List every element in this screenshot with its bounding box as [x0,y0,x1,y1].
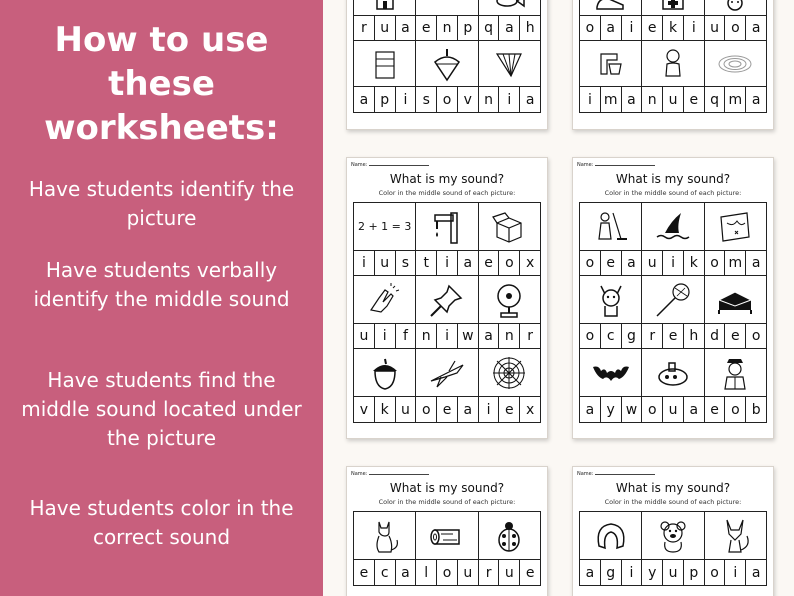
letter-cell[interactable]: e [684,87,705,112]
letter-cell[interactable]: i [396,87,417,112]
letter-cell[interactable]: x [525,255,535,271]
letter-cell[interactable]: i [437,324,458,348]
faucet-icon [416,203,478,250]
letter-cell[interactable]: e [642,16,663,40]
letter-cell[interactable]: o [580,16,601,40]
letter-cell[interactable]: o [437,560,458,585]
letter-cell[interactable]: r [354,16,375,40]
letter-cell[interactable]: o [416,397,437,422]
name-label: Name: [577,471,655,477]
letter-cell[interactable]: p [684,560,705,585]
worksheet-subtitle: Color in the middle sound of each picture: [604,189,742,197]
step-2: Have students verbally identify the middle sound [33,258,290,311]
letter-cell[interactable]: s [416,87,437,112]
worksheet-top-left [346,0,548,130]
letter-cell[interactable]: g [601,560,622,585]
picture-row [580,0,766,16]
picture-row [354,203,540,251]
log-icon [416,512,478,559]
building-icon [354,0,416,15]
worksheet-subtitle: Color in the middle sound of each picture: [378,498,516,506]
worksheet-subtitle: Color in the middle sound of each picture: [604,498,742,506]
worksheet-title: What is my sound? [389,481,505,495]
net-icon [642,276,704,323]
letter-cell[interactable]: a [622,251,643,275]
letter-cell[interactable]: u [663,87,684,112]
letter-cell[interactable]: m [725,87,746,112]
letter-cell[interactable]: k [684,251,705,275]
letter-cell[interactable]: g [622,324,643,348]
letter-cell[interactable]: p [458,16,479,40]
letter-cell[interactable]: o [580,324,601,348]
math-cell [354,203,416,250]
letter-cell[interactable]: i [725,560,746,585]
letter-cell[interactable]: i [580,87,601,112]
shark-fin-icon [642,203,704,250]
letter-cell[interactable]: q [479,16,500,40]
letter-cell[interactable]: i [479,397,500,422]
worksheet-mid-left [346,157,548,439]
letter-cell[interactable]: e [525,564,535,581]
letter-cell[interactable]: e [499,397,520,422]
letter-cell[interactable]: e [416,16,437,40]
ripple-icon [705,41,766,86]
letter-cell[interactable]: a [751,255,761,271]
worksheet-subtitle: Color in the middle sound of each picture: [378,189,516,197]
letter-cell[interactable]: a [354,87,375,112]
worksheet-title: What is my sound? [389,172,505,186]
letter-cell[interactable]: m [725,251,746,275]
panel-title: How to use these worksheets: [44,20,279,148]
letter-cell[interactable]: u [396,397,417,422]
letter-cell[interactable]: o [705,560,726,585]
picture-row [354,0,540,16]
acorn-icon [354,349,416,396]
letter-cell[interactable]: a [396,16,417,40]
letter-cell[interactable]: i [354,251,375,275]
worksheet-bottom-right [572,466,774,596]
name-label: Name: [351,162,429,168]
letter-cell[interactable]: c [601,324,622,348]
name-label: Name: [577,162,655,168]
letter-cell[interactable]: s [396,251,417,275]
fan-icon [479,41,540,86]
pushpin-icon [416,276,478,323]
math-equation: 2 + 1 = 3 [357,220,412,233]
letter-cell[interactable]: e [601,251,622,275]
letter-cell[interactable]: i [663,251,684,275]
worksheet-title: What is my sound? [615,172,731,186]
letter-cell[interactable]: i [622,560,643,585]
monkey-icon [642,41,704,86]
letter-row [580,560,766,585]
letter-cell[interactable]: w [458,324,479,348]
letter-cell[interactable]: e [479,251,500,275]
letter-cell[interactable]: o [437,87,458,112]
letter-cell[interactable]: a [525,91,535,108]
letter-cell[interactable]: i [684,16,705,40]
bear-icon [642,512,704,559]
letter-cell[interactable]: k [663,16,684,40]
letter-cell[interactable]: h [684,324,705,348]
picture-row [580,41,766,87]
letter-cell[interactable]: m [601,87,622,112]
worksheet-title: What is my sound? [615,481,731,495]
letter-cell[interactable]: o [725,16,746,40]
letter-cell[interactable]: t [416,251,437,275]
letter-cell[interactable]: e [663,324,684,348]
worksheet-mid-right [572,157,774,439]
letter-cell[interactable]: n [479,87,500,112]
ladybug-icon [479,512,540,559]
submarine-icon [642,349,704,396]
letter-cell[interactable]: n [499,324,520,348]
letter-row [354,16,540,41]
letter-cell[interactable]: v [354,397,375,422]
letter-cell[interactable]: a [396,560,417,585]
worksheet-top-right [572,0,774,130]
letter-cell[interactable]: i [375,324,396,348]
step-1: Have students identify the picture [28,177,295,230]
picture-row [354,276,540,324]
letter-cell[interactable]: a [458,397,479,422]
letter-cell[interactable]: a [684,397,705,422]
jet-icon [416,349,478,396]
shoe-icon [580,0,642,15]
letter-cell[interactable]: c [375,560,396,585]
letter-cell[interactable]: r [479,560,500,585]
letter-cell[interactable]: a [580,560,601,585]
name-label: Name: [351,471,429,477]
letter-cell[interactable]: i [622,16,643,40]
spinning-top-icon [416,41,478,86]
letter-cell[interactable]: v [458,87,479,112]
picture-row [580,512,766,560]
letter-cell[interactable]: x [525,401,535,418]
letter-cell[interactable]: e [437,397,458,422]
letter-cell[interactable]: a [580,397,601,422]
letter-cell[interactable]: i [437,251,458,275]
step-3: Have students find the middle sound located under the picture [21,368,302,450]
letter-cell[interactable]: p [375,87,396,112]
letter-cell[interactable]: a [601,16,622,40]
bat-icon [580,349,642,396]
letter-cell[interactable]: w [622,397,643,422]
picture-row [354,41,540,87]
letter-row [580,324,766,349]
worksheet-bottom-left [346,466,548,596]
letter-cell[interactable]: o [705,251,726,275]
letter-row [580,251,766,276]
letter-cell[interactable]: a [458,251,479,275]
hair-icon [580,512,642,559]
fish-icon [479,0,540,15]
letter-cell[interactable]: r [642,324,663,348]
police-icon [705,349,766,396]
letter-cell[interactable]: a [751,91,761,108]
step-4: Have students color in the correct sound [29,496,294,549]
letter-cell[interactable]: e [725,324,746,348]
letter-row [580,397,766,422]
hands-icon [354,276,416,323]
letter-cell[interactable]: h [525,20,535,36]
picture-row [580,203,766,251]
letter-cell[interactable]: u [458,560,479,585]
dog-icon [580,276,642,323]
spiderweb-icon [479,349,540,396]
letter-cell[interactable]: y [601,397,622,422]
first-aid-icon [642,0,704,15]
letter-cell[interactable]: d [705,324,726,348]
letter-cell[interactable]: o [642,397,663,422]
fox-icon [705,512,766,559]
bed-icon [705,276,766,323]
letter-cell[interactable]: u [354,324,375,348]
letter-cell[interactable]: q [705,87,726,112]
fan-icon [479,276,540,323]
letter-cell[interactable]: a [479,324,500,348]
letter-cell[interactable]: l [416,560,437,585]
letter-cell[interactable]: y [642,560,663,585]
letter-cell[interactable]: u [642,251,663,275]
letter-cell[interactable]: e [354,560,375,585]
cat-icon [354,512,416,559]
letter-cell[interactable]: u [663,397,684,422]
letter-cell[interactable]: i [499,87,520,112]
letter-cell[interactable]: u [705,16,726,40]
letter-cell[interactable]: o [580,251,601,275]
letter-cell[interactable]: u [499,560,520,585]
picture-row [354,349,540,397]
letter-cell[interactable]: o [751,328,761,344]
letter-cell[interactable]: o [725,397,746,422]
picture-row [354,512,540,560]
letter-cell[interactable]: a [622,87,643,112]
letter-cell[interactable]: f [396,324,417,348]
mixer-icon [580,41,642,86]
letter-cell[interactable]: n [437,16,458,40]
letter-cell[interactable]: u [663,560,684,585]
map-icon [705,203,766,250]
animal-icon [705,0,766,15]
box-icon [354,41,416,86]
picture-row [580,276,766,324]
mop-icon [580,203,642,250]
letter-row [354,87,540,112]
letter-row [580,87,766,112]
blank-picture-cell [416,0,478,15]
letter-row [354,324,540,349]
letter-cell[interactable]: k [375,397,396,422]
letter-row [354,251,540,276]
letter-row [354,560,540,585]
letter-cell[interactable]: u [375,251,396,275]
letter-cell[interactable]: n [642,87,663,112]
letter-cell[interactable]: a [499,16,520,40]
letter-row [580,16,766,41]
picture-row [580,349,766,397]
box-icon [479,203,540,250]
letter-row [354,397,540,422]
letter-cell[interactable]: n [416,324,437,348]
letter-cell[interactable]: o [499,251,520,275]
letter-cell[interactable]: a [751,564,761,581]
letter-cell[interactable]: a [751,20,761,36]
letter-cell[interactable]: e [705,397,726,422]
letter-cell[interactable]: u [375,16,396,40]
letter-cell[interactable]: b [751,401,761,418]
letter-cell[interactable]: r [527,328,534,344]
instruction-panel [0,0,323,596]
